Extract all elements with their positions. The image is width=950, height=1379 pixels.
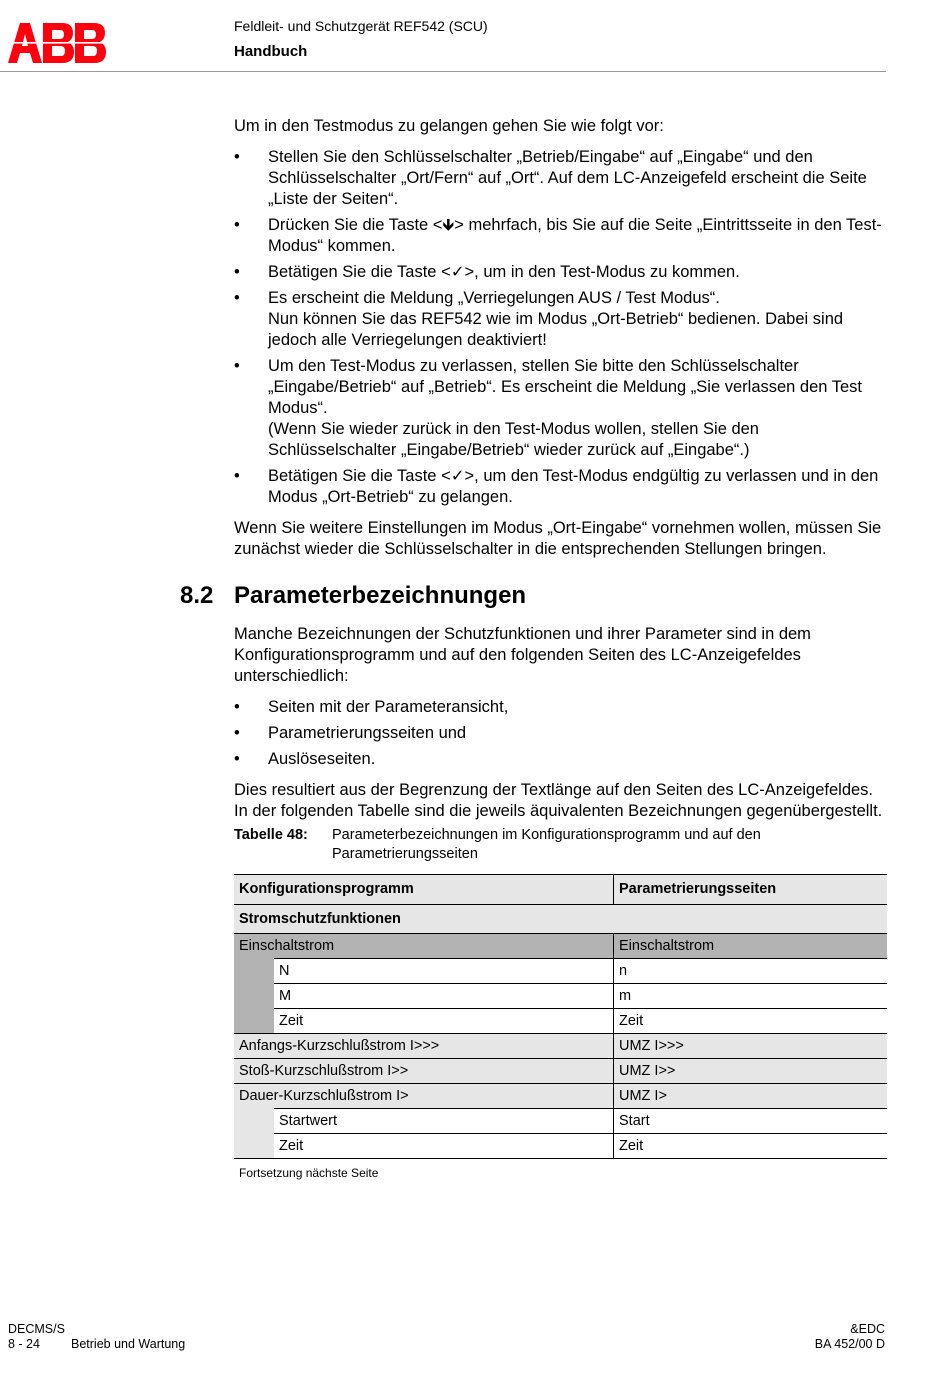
table-row bbox=[234, 984, 887, 1009]
table-group-row bbox=[234, 905, 887, 934]
continued-note: Fortsetzung nächste Seite bbox=[239, 1166, 379, 1180]
step-item: • Betätigen Sie die Taste <✓>, um in den Test-Modus zu kommen. bbox=[234, 262, 887, 283]
step-item: • Betätigen Sie die Taste <✓>, um den Test-Modus endgültig zu verlassen und in den Modus „Ort-Betrieb“ zu gelangen. bbox=[234, 466, 887, 508]
document-title: Feldleit- und Schutzgerät REF542 (SCU) bbox=[234, 18, 488, 34]
step-item: • Stellen Sie den Schlüsselschalter „Betrieb/Eingabe“ auf „Eingabe“ und den Schlüsselschalter „Ort/Fern“ auf „Ort“. Auf dem LC-Anzeigefeld erscheint die Seite „Liste der Seiten“. bbox=[234, 147, 887, 210]
indent-cell bbox=[234, 959, 274, 984]
config-name: M bbox=[274, 984, 614, 1009]
footer-doc-number: BA 452/00 D bbox=[814, 1337, 885, 1351]
config-name: Zeit bbox=[274, 1009, 614, 1034]
param-name: UMZ I>> bbox=[614, 1059, 888, 1084]
step-item: • Es erscheint die Meldung „Verriegelungen AUS / Test Modus“. Nun können Sie das REF542 wie im Modus „Ort-Betrieb“ bedienen. Dabei sind jedoch alle Verriegelungen deaktiviert! bbox=[234, 288, 887, 351]
step-item: • Drücken Sie die Taste <🡻> mehrfach, bis Sie auf die Seite „Eintrittsseite in den Test-Modus“ kommen. bbox=[234, 215, 887, 257]
column-header: Konfigurationsprogramm bbox=[234, 875, 614, 905]
list-item: • Auslöseseiten. bbox=[234, 749, 887, 770]
indent-cell bbox=[234, 1009, 274, 1034]
table-row bbox=[234, 959, 887, 984]
page-type-list bbox=[234, 697, 887, 770]
param-name: Einschaltstrom bbox=[614, 934, 888, 959]
header-divider bbox=[0, 71, 886, 72]
config-name: Zeit bbox=[274, 1134, 614, 1159]
section-paragraph: Manche Bezeichnungen der Schutzfunktionen und ihrer Parameter sind in dem Konfigurationsprogramm und auf den folgenden Seiten des LC-Anzeigefeldes unterschiedlich: bbox=[234, 625, 811, 685]
step-list bbox=[234, 147, 887, 508]
config-name: Stoß-Kurzschlußstrom I>> bbox=[234, 1059, 614, 1084]
footer-left-top: DECMS/S bbox=[8, 1322, 65, 1336]
indent-cell bbox=[234, 1109, 274, 1134]
param-name: m bbox=[614, 984, 888, 1009]
table-row bbox=[234, 1059, 887, 1084]
after-steps-paragraph: Wenn Sie weitere Einstellungen im Modus „Ort-Eingabe“ vornehmen wollen, müssen Sie zunächst wieder die Schlüsselschalter in die entsprechenden Stellungen bringen. bbox=[234, 519, 882, 558]
document-type: Handbuch bbox=[234, 43, 308, 60]
footer-right-top: &EDC bbox=[850, 1322, 885, 1336]
table-caption bbox=[234, 826, 887, 864]
section-title: Parameterbezeichnungen bbox=[234, 582, 527, 609]
step-item: • Um den Test-Modus zu verlassen, stellen Sie bitte den Schlüsselschalter „Eingabe/Betrieb“ auf „Betrieb“. Es erscheint die Meldung „Sie verlassen den Test Modus“. (Wenn Sie wieder zurück in den Test-Modus wollen, stellen Sie den Schlüsselschalter „Eingabe/Betrieb“ wieder zurück auf „Eingabe“.) bbox=[234, 356, 887, 461]
list-item: • Parametrierungsseiten und bbox=[234, 723, 887, 744]
table-row bbox=[234, 1084, 887, 1109]
abb-logo bbox=[8, 23, 106, 63]
param-name: Zeit bbox=[614, 1134, 888, 1159]
table-row bbox=[234, 1134, 887, 1159]
table-caption-text: Parameterbezeichnungen im Konfigurationsprogramm und auf den Parametrierungsseiten bbox=[332, 827, 761, 862]
column-header: Parametrierungsseiten bbox=[614, 875, 888, 905]
table-row bbox=[234, 1034, 887, 1059]
table-caption-label: Tabelle 48: bbox=[234, 827, 308, 843]
config-name: N bbox=[274, 959, 614, 984]
table-row bbox=[234, 934, 887, 959]
footer-chapter: Betrieb und Wartung bbox=[71, 1337, 186, 1351]
param-name: UMZ I> bbox=[614, 1084, 888, 1109]
list-item: • Seiten mit der Parameteransicht, bbox=[234, 697, 887, 718]
param-name: UMZ I>>> bbox=[614, 1034, 888, 1059]
config-name: Anfangs-Kurzschlußstrom I>>> bbox=[234, 1034, 614, 1059]
section-paragraph: Dies resultiert aus der Begrenzung der Textlänge auf den Seiten des LC-Anzeigefeldes. In der folgenden Tabelle sind die jeweils äquivalenten Bezeichnungen gegenübergestellt. bbox=[234, 781, 883, 820]
param-name: Zeit bbox=[614, 1009, 888, 1034]
indent-cell bbox=[234, 984, 274, 1009]
param-name: n bbox=[614, 959, 888, 984]
config-name: Startwert bbox=[274, 1109, 614, 1134]
table-row bbox=[234, 1009, 887, 1034]
config-name: Dauer-Kurzschlußstrom I> bbox=[234, 1084, 614, 1109]
section-heading bbox=[180, 582, 887, 610]
parameter-table bbox=[234, 874, 887, 1159]
indent-cell bbox=[234, 1134, 274, 1159]
group-label: Stromschutzfunktionen bbox=[234, 905, 887, 934]
table-row bbox=[234, 1109, 887, 1134]
footer-page-number: 8 - 24 bbox=[8, 1337, 40, 1351]
param-name: Start bbox=[614, 1109, 888, 1134]
main-content bbox=[180, 116, 887, 1184]
table-header-row bbox=[234, 875, 887, 905]
config-name: Einschaltstrom bbox=[234, 934, 614, 959]
section-number: 8.2 bbox=[180, 582, 214, 609]
intro-paragraph: Um in den Testmodus zu gelangen gehen Sie wie folgt vor: bbox=[234, 117, 664, 135]
